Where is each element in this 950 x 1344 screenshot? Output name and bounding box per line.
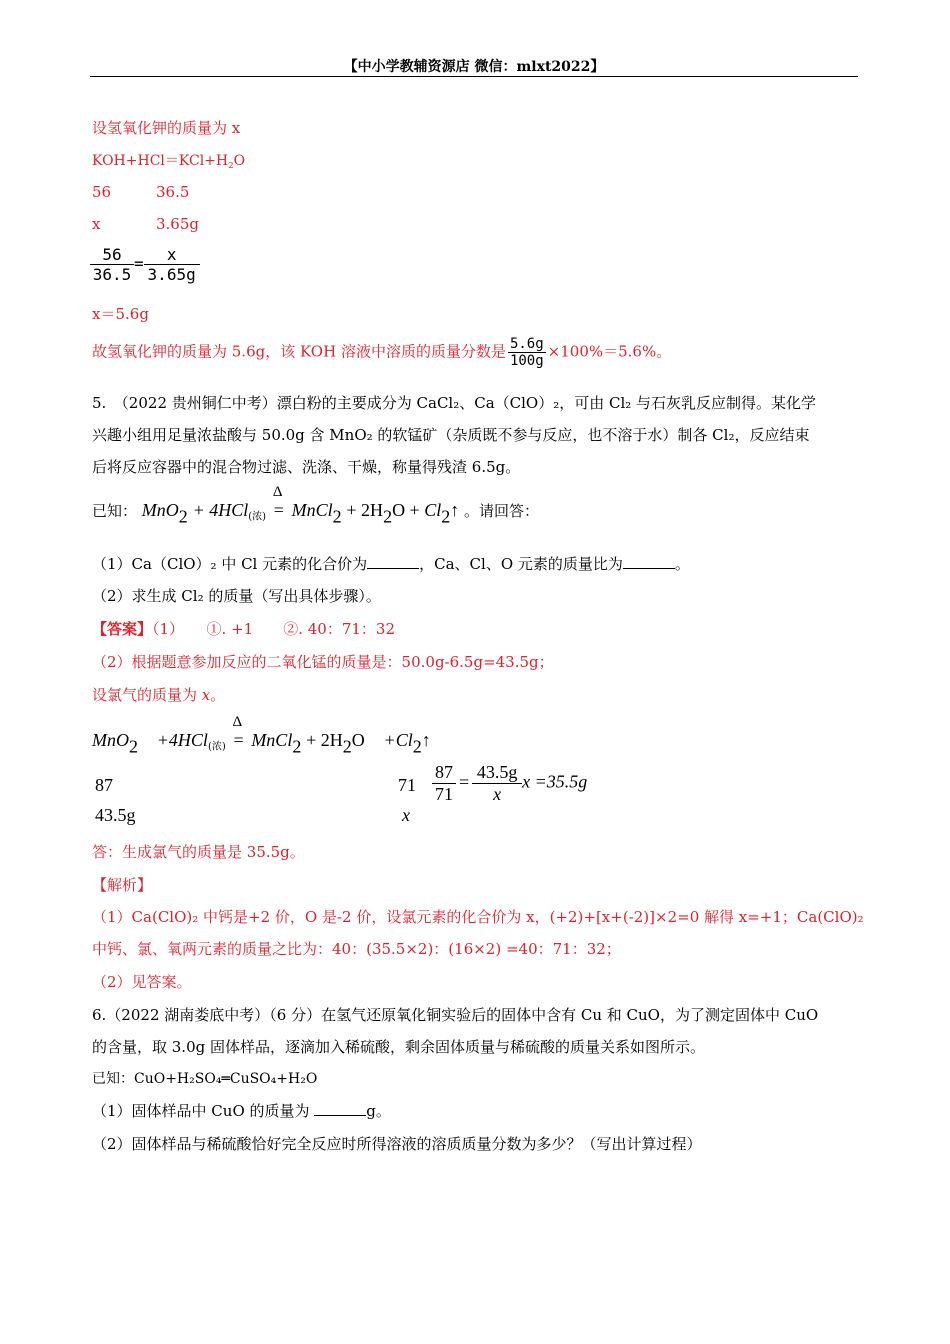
q5-line-1: 5. （2022 贵州铜仁中考）漂白粉的主要成分为 CaCl₂、Ca（ClO）₂，可由 Cl₂ 与石灰乳反应制得。某化学 bbox=[92, 394, 817, 412]
proportion-koh: $\frac{56}{36.5}$ = $\frac{x}{3.65g}$ bbox=[90, 245, 200, 284]
analysis-line-3: （2）见答案。 bbox=[92, 973, 192, 991]
q5-line-2: 兴趣小组用足量浓盐酸与 50.0g 含 MnO₂ 的软锰矿（杂质既不参与反应，也不溶于水）制各 Cl₂，反应结束 bbox=[92, 426, 810, 444]
q6-sub-2: （2）固体样品与稀硫酸恰好完全反应时所得溶液的溶质质量分数为多少？（写出计算过程） bbox=[92, 1135, 702, 1153]
q5-known-equation: 已知： MnO$_2$ + 4HCl$_{(浓)}$ Δ = MnCl$_2$ + $2H_2O$ + $Cl_2↑$ 。请回答： bbox=[92, 484, 540, 527]
calc-mass-x: x bbox=[402, 805, 410, 825]
calc-proportion: $\frac{87}{71}$ = $\frac{43.5g}{x}$ x =35.5g bbox=[432, 762, 587, 805]
q6-sub-1: （1）固体样品中 CuO 的质量为 g。 bbox=[92, 1102, 391, 1120]
analysis-tag: 【解析】 bbox=[92, 876, 153, 894]
analysis-line-2: 中钙、氯、氧两元素的质量之比为：40：(35.5×2)：(16×2) =40：71：32； bbox=[92, 940, 621, 958]
page-header: 【中小学教辅资源店 微信：mlxt2022】 bbox=[343, 59, 605, 75]
calc-mass-43: 43.5g bbox=[95, 805, 136, 825]
ratio-row-1: 56 36.5 bbox=[92, 183, 190, 201]
answer-line-3: 设氯气的质量为 x。 bbox=[92, 686, 226, 704]
answer-line-2: （2）根据题意参加反应的二氧化锰的质量是：50.0g-6.5g=43.5g； bbox=[92, 653, 554, 671]
calc-mass-87: 87 bbox=[95, 775, 113, 795]
q6-line-1: 6.（2022 湖南娄底中考）（6 分）在氢气还原氧化铜实验后的固体中含有 Cu 和 CuO，为了测定固体中 CuO bbox=[92, 1006, 819, 1024]
result-x: x＝5.6g bbox=[92, 305, 149, 323]
answer-line-1: 【答案】（1） ①. +1 ②. 40：71：32 bbox=[92, 620, 396, 638]
final-answer: 答：生成氯气的质量是 35.5g。 bbox=[92, 843, 305, 861]
q6-known: 已知：CuO+H₂SO₄═CuSO₄+H₂O bbox=[92, 1071, 318, 1087]
q5-line-3: 后将反应容器中的混合物过滤、洗涤、干燥，称量得残渣 6.5g。 bbox=[92, 458, 521, 476]
ratio-row-2: x 3.65g bbox=[92, 215, 200, 233]
conclusion-koh: 故氢氧化钾的质量为 5.6g，该 KOH 溶液中溶质的质量分数是 $\frac{5.6g}{100g}$ ×100%＝5.6%。 bbox=[92, 336, 672, 369]
equation-koh: $KOH+HCl=KCl+H_2O$ bbox=[92, 153, 246, 172]
calc-equation: MnO$_2$ +4HCl$_{(浓)}$ Δ = MnCl$_2$ + $2H_2O$ $+Cl_2↑$ bbox=[92, 714, 431, 757]
answer-blank[interactable] bbox=[367, 554, 419, 569]
header-rule bbox=[90, 76, 858, 77]
analysis-line-1: （1）Ca(ClO)₂ 中钙是+2 价，O 是-2 价，设氯元素的化合价为 x，(+2)+[x+(-2)]×2=0 解得 x=+1；Ca(ClO)₂ bbox=[92, 908, 864, 926]
q5-sub-1: （1）Ca（ClO）₂ 中 Cl 元素的化合价为 ，Ca、Cl、O 元素的质量比为 。 bbox=[92, 555, 690, 573]
let-statement: 设氢氧化钾的质量为 x bbox=[92, 119, 241, 137]
q6-line-2: 的含量，取 3.0g 固体样品，逐滴加入稀硫酸，剩余固体质量与稀硫酸的质量关系如图所示。 bbox=[92, 1038, 705, 1056]
answer-blank[interactable] bbox=[623, 554, 675, 569]
calc-mass-71: 71 bbox=[398, 775, 416, 795]
answer-blank[interactable] bbox=[314, 1101, 366, 1116]
q5-sub-2: （2）求生成 Cl₂ 的质量（写出具体步骤）。 bbox=[92, 587, 381, 605]
